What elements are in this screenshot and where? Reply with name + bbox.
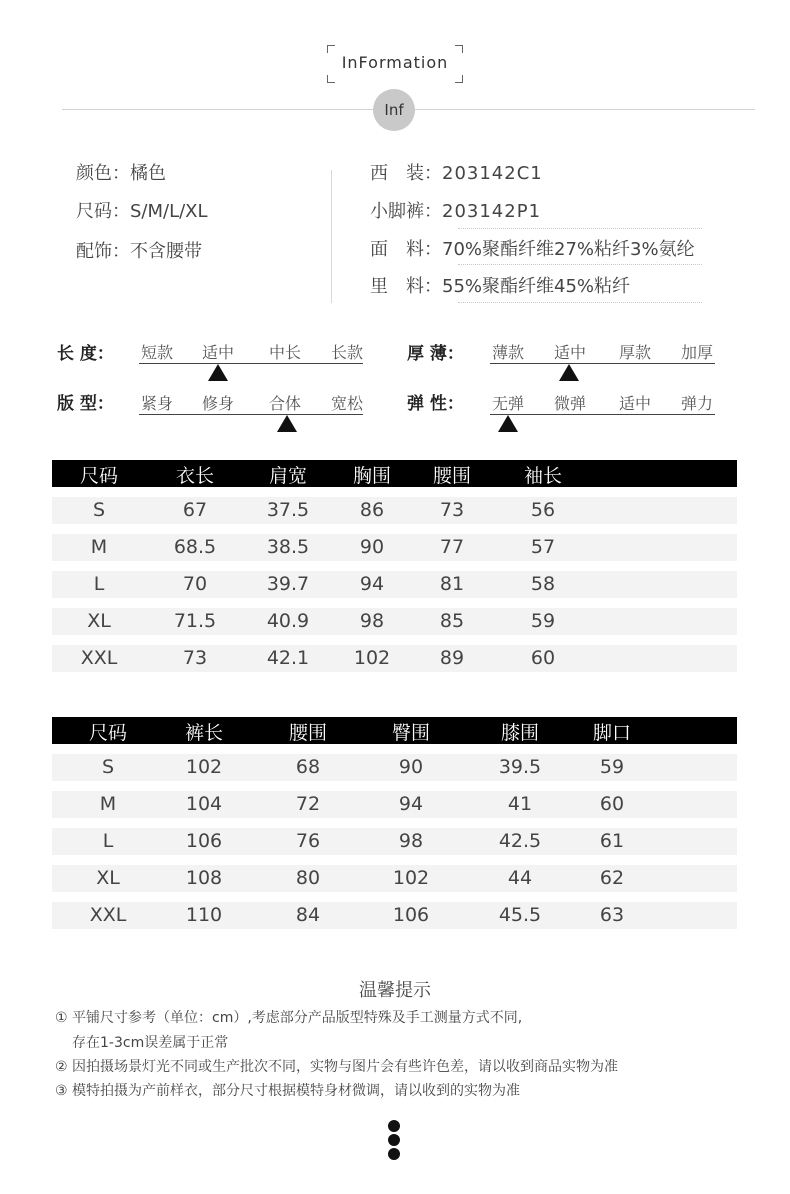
more-dot-icon: [388, 1134, 400, 1146]
size-label: 尺码：: [76, 201, 130, 222]
fit-label: 版 型：: [57, 394, 114, 414]
pants-table-cell: 59: [599, 756, 625, 778]
pants-table-header-cell: 脚口: [592, 722, 632, 744]
top-table-cell: 67: [182, 499, 208, 521]
top-table-header-cell: 胸围: [352, 465, 392, 487]
top-table-cell: 77: [439, 536, 465, 558]
accessory-label: 配饰：: [76, 241, 130, 262]
pants-table-cell: 94: [398, 793, 424, 815]
fit-option: 合体: [269, 394, 302, 413]
table-row: [52, 497, 737, 524]
top-table-cell: 89: [439, 647, 465, 669]
top-table-cell: 60: [530, 647, 556, 669]
tips-title: 温馨提示: [359, 980, 431, 1001]
top-table-cell: 86: [359, 499, 385, 521]
pants-table-cell: 76: [295, 830, 321, 852]
top-table-header-cell: 衣长: [175, 465, 215, 487]
tip-line: ③ 模特拍摄为产前样衣，部分尺寸根据模特身材微调，请以收到的实物为准: [55, 1083, 520, 1099]
top-table-cell: 71.5: [173, 610, 217, 632]
top-table-cell: 81: [439, 573, 465, 595]
top-table-cell: 39.7: [266, 573, 310, 595]
color-value: 橘色: [130, 163, 166, 184]
top-table-cell: M: [90, 536, 108, 558]
info-suit: [370, 159, 543, 185]
length-marker-icon: [208, 364, 228, 381]
fabric-label: 面 料：: [370, 239, 442, 260]
pants-table-header-cell: 腰围: [288, 722, 328, 744]
pants-table-cell: 39.5: [498, 756, 542, 778]
dotted-rule: [458, 302, 702, 303]
pants-table-cell: 63: [599, 904, 625, 926]
thickness-option: 薄款: [492, 343, 525, 362]
elasticity-label: 弹 性：: [407, 394, 464, 414]
pants-table-header-cell: 尺码: [88, 722, 128, 744]
info-lining: [370, 272, 630, 298]
accessory-value: 不含腰带: [130, 241, 202, 262]
info-divider: [331, 170, 332, 303]
top-table-header-cell: 尺码: [79, 465, 119, 487]
dotted-rule: [458, 228, 702, 229]
pants-table-cell: 68: [295, 756, 321, 778]
top-table-cell: 90: [359, 536, 385, 558]
thickness-option: 适中: [554, 343, 587, 362]
top-table-cell: 58: [530, 573, 556, 595]
info-color: [76, 159, 166, 185]
header-frame: [327, 45, 463, 83]
pants-table-header-cell: 臀围: [391, 722, 431, 744]
info-size: [76, 197, 208, 223]
pants-table-cell: 62: [599, 867, 625, 889]
table-row: [52, 534, 737, 561]
top-table-cell: 42.1: [266, 647, 310, 669]
table-row: [52, 865, 737, 892]
pants-table-header-row: [52, 717, 737, 744]
pants-table-cell: 110: [185, 904, 223, 926]
info-fabric: [370, 235, 695, 261]
pants-table-cell: 102: [185, 756, 223, 778]
pants-table-cell: 106: [185, 830, 223, 852]
top-table-cell: XL: [87, 610, 111, 632]
suit-value: 203142C1: [442, 163, 543, 184]
pants-table-cell: 104: [185, 793, 223, 815]
top-table-header-cell: 袖长: [523, 465, 563, 487]
more-dot-icon: [388, 1148, 400, 1160]
top-table-cell: 68.5: [173, 536, 217, 558]
fit-option: 修身: [202, 394, 235, 413]
top-table-cell: S: [92, 499, 106, 521]
top-table-cell: 70: [182, 573, 208, 595]
pants-table-cell: 42.5: [498, 830, 542, 852]
length-option: 短款: [141, 343, 174, 362]
top-table-cell: 85: [439, 610, 465, 632]
pants-table-cell: XXL: [89, 904, 127, 926]
length-option: 适中: [202, 343, 235, 362]
more-dot-icon: [388, 1120, 400, 1132]
tip-line: ① 平铺尺寸参考（单位：cm）,考虑部分产品版型特殊及手工测量方式不同,: [55, 1010, 523, 1026]
info-pants: [370, 197, 541, 223]
top-table-cell: 94: [359, 573, 385, 595]
fabric-value: 70%聚酯纤维27%粘纤3%氨纶: [442, 239, 695, 260]
table-row: [52, 902, 737, 929]
pants-table-cell: 41: [507, 793, 533, 815]
pants-size-table: [52, 717, 737, 929]
pants-table-cell: 84: [295, 904, 321, 926]
color-label: 颜色：: [76, 163, 130, 184]
top-table-cell: 57: [530, 536, 556, 558]
top-table-header-cell: 腰围: [432, 465, 472, 487]
thickness-label: 厚 薄：: [407, 344, 464, 364]
top-table-cell: 102: [353, 647, 391, 669]
elasticity-option: 无弹: [492, 394, 525, 413]
elasticity-option: 微弹: [554, 394, 587, 413]
length-option: 中长: [269, 343, 302, 362]
pants-table-cell: 108: [185, 867, 223, 889]
top-table-cell: 56: [530, 499, 556, 521]
pants-table-cell: 106: [392, 904, 430, 926]
pants-table-cell: M: [99, 793, 117, 815]
pants-table-cell: 90: [398, 756, 424, 778]
header-badge: Inf: [373, 89, 415, 131]
elasticity-option: 适中: [619, 394, 652, 413]
top-table-cell: 38.5: [266, 536, 310, 558]
top-table-header-row: [52, 460, 737, 487]
top-table-cell: 73: [182, 647, 208, 669]
top-table-cell: 40.9: [266, 610, 310, 632]
table-row: [52, 791, 737, 818]
elasticity-marker-icon: [498, 415, 518, 432]
thickness-option: 加厚: [681, 343, 714, 362]
lining-label: 里 料：: [370, 276, 442, 297]
table-row: [52, 754, 737, 781]
table-row: [52, 828, 737, 855]
pants-table-cell: 60: [599, 793, 625, 815]
header-title: InFormation: [341, 53, 449, 72]
pants-table-header-cell: 膝围: [500, 722, 540, 744]
pants-table-header-cell: 裤长: [184, 722, 224, 744]
elasticity-option: 弹力: [681, 394, 714, 413]
length-option: 长款: [331, 343, 364, 362]
info-accessory: [76, 237, 202, 263]
thickness-marker-icon: [559, 364, 579, 381]
pants-table-cell: 61: [599, 830, 625, 852]
top-table-cell: 59: [530, 610, 556, 632]
length-label: 长 度：: [57, 344, 114, 364]
pants-table-cell: XL: [96, 867, 120, 889]
lining-value: 55%聚酯纤维45%粘纤: [442, 276, 631, 297]
tip-line: ② 因拍摄场景灯光不同或生产批次不同，实物与图片会有些许色差，请以收到商品实物为准: [55, 1059, 618, 1075]
pants-table-cell: L: [102, 830, 114, 852]
top-table-header-cell: 肩宽: [268, 465, 308, 487]
pants-value: 203142P1: [442, 201, 542, 222]
thickness-scale-line: [490, 363, 715, 364]
top-table-cell: L: [93, 573, 105, 595]
table-row: [52, 608, 737, 635]
pants-table-cell: 44: [507, 867, 533, 889]
top-table-cell: 37.5: [266, 499, 310, 521]
pants-table-cell: 98: [398, 830, 424, 852]
pants-table-cell: 72: [295, 793, 321, 815]
dotted-rule: [458, 264, 702, 265]
top-table-cell: 98: [359, 610, 385, 632]
pants-label: 小脚裤：: [370, 201, 442, 222]
top-size-table: [52, 460, 737, 672]
fit-marker-icon: [277, 415, 297, 432]
pants-table-cell: S: [101, 756, 115, 778]
elasticity-scale-line: [490, 414, 715, 415]
fit-option: 紧身: [141, 394, 174, 413]
top-table-cell: 73: [439, 499, 465, 521]
suit-label: 西 装：: [370, 163, 442, 184]
table-row: [52, 571, 737, 598]
thickness-option: 厚款: [619, 343, 652, 362]
size-value: S/M/L/XL: [130, 201, 208, 222]
tip-line: 存在1-3cm误差属于正常: [72, 1035, 229, 1051]
pants-table-cell: 45.5: [498, 904, 542, 926]
top-table-cell: XXL: [80, 647, 118, 669]
table-row: [52, 645, 737, 672]
fit-scale-line: [139, 414, 363, 415]
fit-option: 宽松: [331, 394, 364, 413]
pants-table-cell: 102: [392, 867, 430, 889]
pants-table-cell: 80: [295, 867, 321, 889]
length-scale-line: [139, 363, 363, 364]
